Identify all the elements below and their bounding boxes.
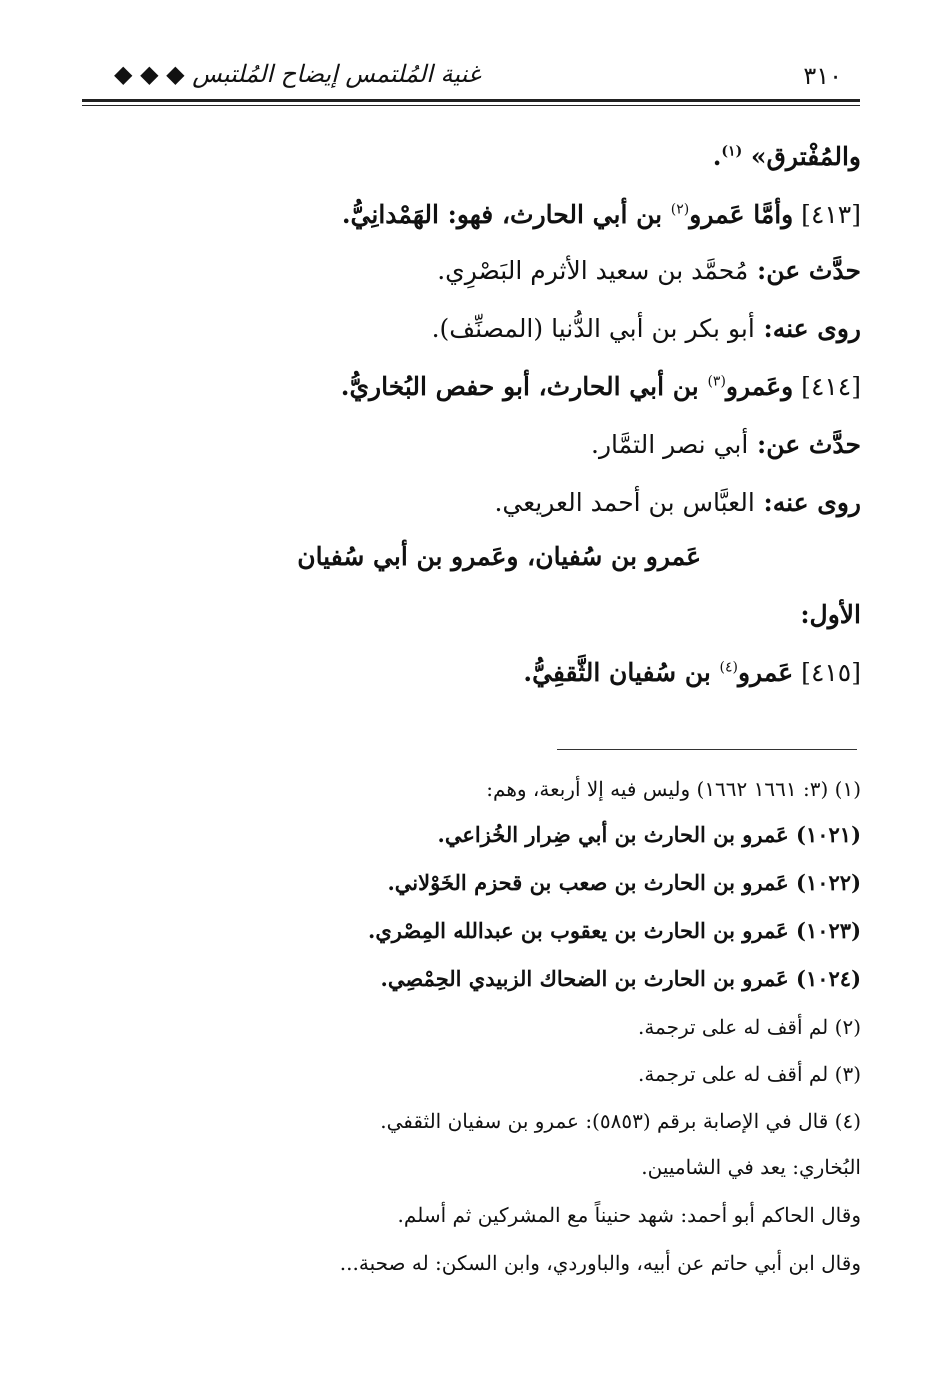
footnote-item: (١٠٢١) عَمرو بن الحارث بن أبي ضِرار الخُزاعي. — [437, 822, 861, 847]
footnote-4: (٤) قال في الإصابة برقم (٥٨٥٣): عمرو بن سفيان الثقفي. — [380, 1109, 861, 1133]
entry-414-by — [494, 488, 861, 517]
header-double-rule — [82, 99, 860, 106]
entry-name-rest: بن أبي الحارث، فهو: الهَمْدانِيُّ. — [341, 200, 671, 229]
entry-413-by — [432, 314, 861, 343]
footnote-item: (١٠٢٢) عَمرو بن الحارث بن صعب بن قحزم الخَوْلاني. — [387, 870, 861, 895]
section-heading: عَمرو بن سُفيان، وعَمرو بن أبي سُفيان — [297, 542, 701, 571]
narrated-by-value: أبو بكر بن أبي الدُّنيا (المصنِّف). — [431, 314, 755, 343]
footnote-4-line: وقال الحاكم أبو أحمد: شهد حنيناً مع المشركين ثم أسلم. — [397, 1203, 861, 1227]
narrated-from-value: أبي نصر التمَّار. — [591, 430, 749, 459]
entry-413-heading — [342, 200, 861, 229]
book-title: غنية المُلتمس إيضاح المُلتبس ◆ ◆ ◆ — [114, 60, 481, 88]
narrated-from-value: مُحمَّد بن سعيد الأثرم البَصْرِي. — [437, 256, 749, 285]
entry-number: [٤١٤] — [793, 372, 861, 401]
label-narrated-from: حدَّث عن: — [748, 256, 861, 285]
entry-number: [٤١٥] — [793, 658, 861, 687]
footnote-3: (٣) لم أقف له على ترجمة. — [637, 1062, 861, 1086]
continuation-line — [713, 142, 861, 171]
entry-415-heading — [523, 658, 861, 687]
footnote-1: (١) (٣: ١٦٦١ ١٦٦٢) وليس فيه إلا أربعة، وهم: — [486, 777, 861, 801]
label-narrated-from: حدَّث عن: — [748, 430, 861, 459]
continuation-end: . — [712, 142, 722, 171]
footnote-4-line: وقال ابن أبي حاتم عن أبيه، والباوردي، وابن السكن: له صحبة... — [339, 1251, 861, 1275]
entry-name-rest: بن أبي الحارث، أبو حفص البُخاريُّ. — [340, 372, 708, 401]
footnote-separator — [557, 749, 857, 750]
continuation-text: والمُفْترق» — [742, 142, 861, 171]
narrated-by-value: العبَّاس بن أحمد العريعي. — [494, 488, 755, 517]
entry-name-rest: بن سُفيان الثَّقفِيُّ. — [523, 658, 720, 687]
footnote-ref-4: (٤) — [719, 659, 738, 676]
footnote-ref-3: (٣) — [707, 373, 726, 390]
first-label: الأول: — [800, 600, 861, 629]
footnote-4-line: البُخاري: يعد في الشاميين. — [641, 1155, 861, 1179]
label-narrated-by: روى عنه: — [754, 488, 861, 517]
entry-413-from — [437, 256, 861, 285]
entry-name: وأمَّا عَمرو — [689, 200, 794, 229]
footnote-ref-1: (١) — [721, 143, 743, 160]
entry-name: وعَمرو — [725, 372, 794, 401]
footnote-ref-2: (٢) — [670, 201, 690, 218]
entry-414-from — [591, 430, 861, 459]
running-header — [100, 58, 860, 98]
footnote-item: (١٠٢٤) عَمرو بن الحارث بن الضحاك الزبيدي الحِمْصِي. — [380, 966, 861, 991]
footnote-2: (٢) لم أقف له على ترجمة. — [637, 1015, 861, 1039]
entry-number: [٤١٣] — [793, 200, 861, 229]
entry-name: عَمرو — [737, 658, 794, 687]
footnote-item: (١٠٢٣) عَمرو بن الحارث بن يعقوب بن عبدالله المِصْري. — [368, 918, 861, 943]
page-number: ٣١٠ — [803, 62, 842, 90]
label-narrated-by: روى عنه: — [754, 314, 861, 343]
entry-414-heading — [341, 372, 861, 401]
